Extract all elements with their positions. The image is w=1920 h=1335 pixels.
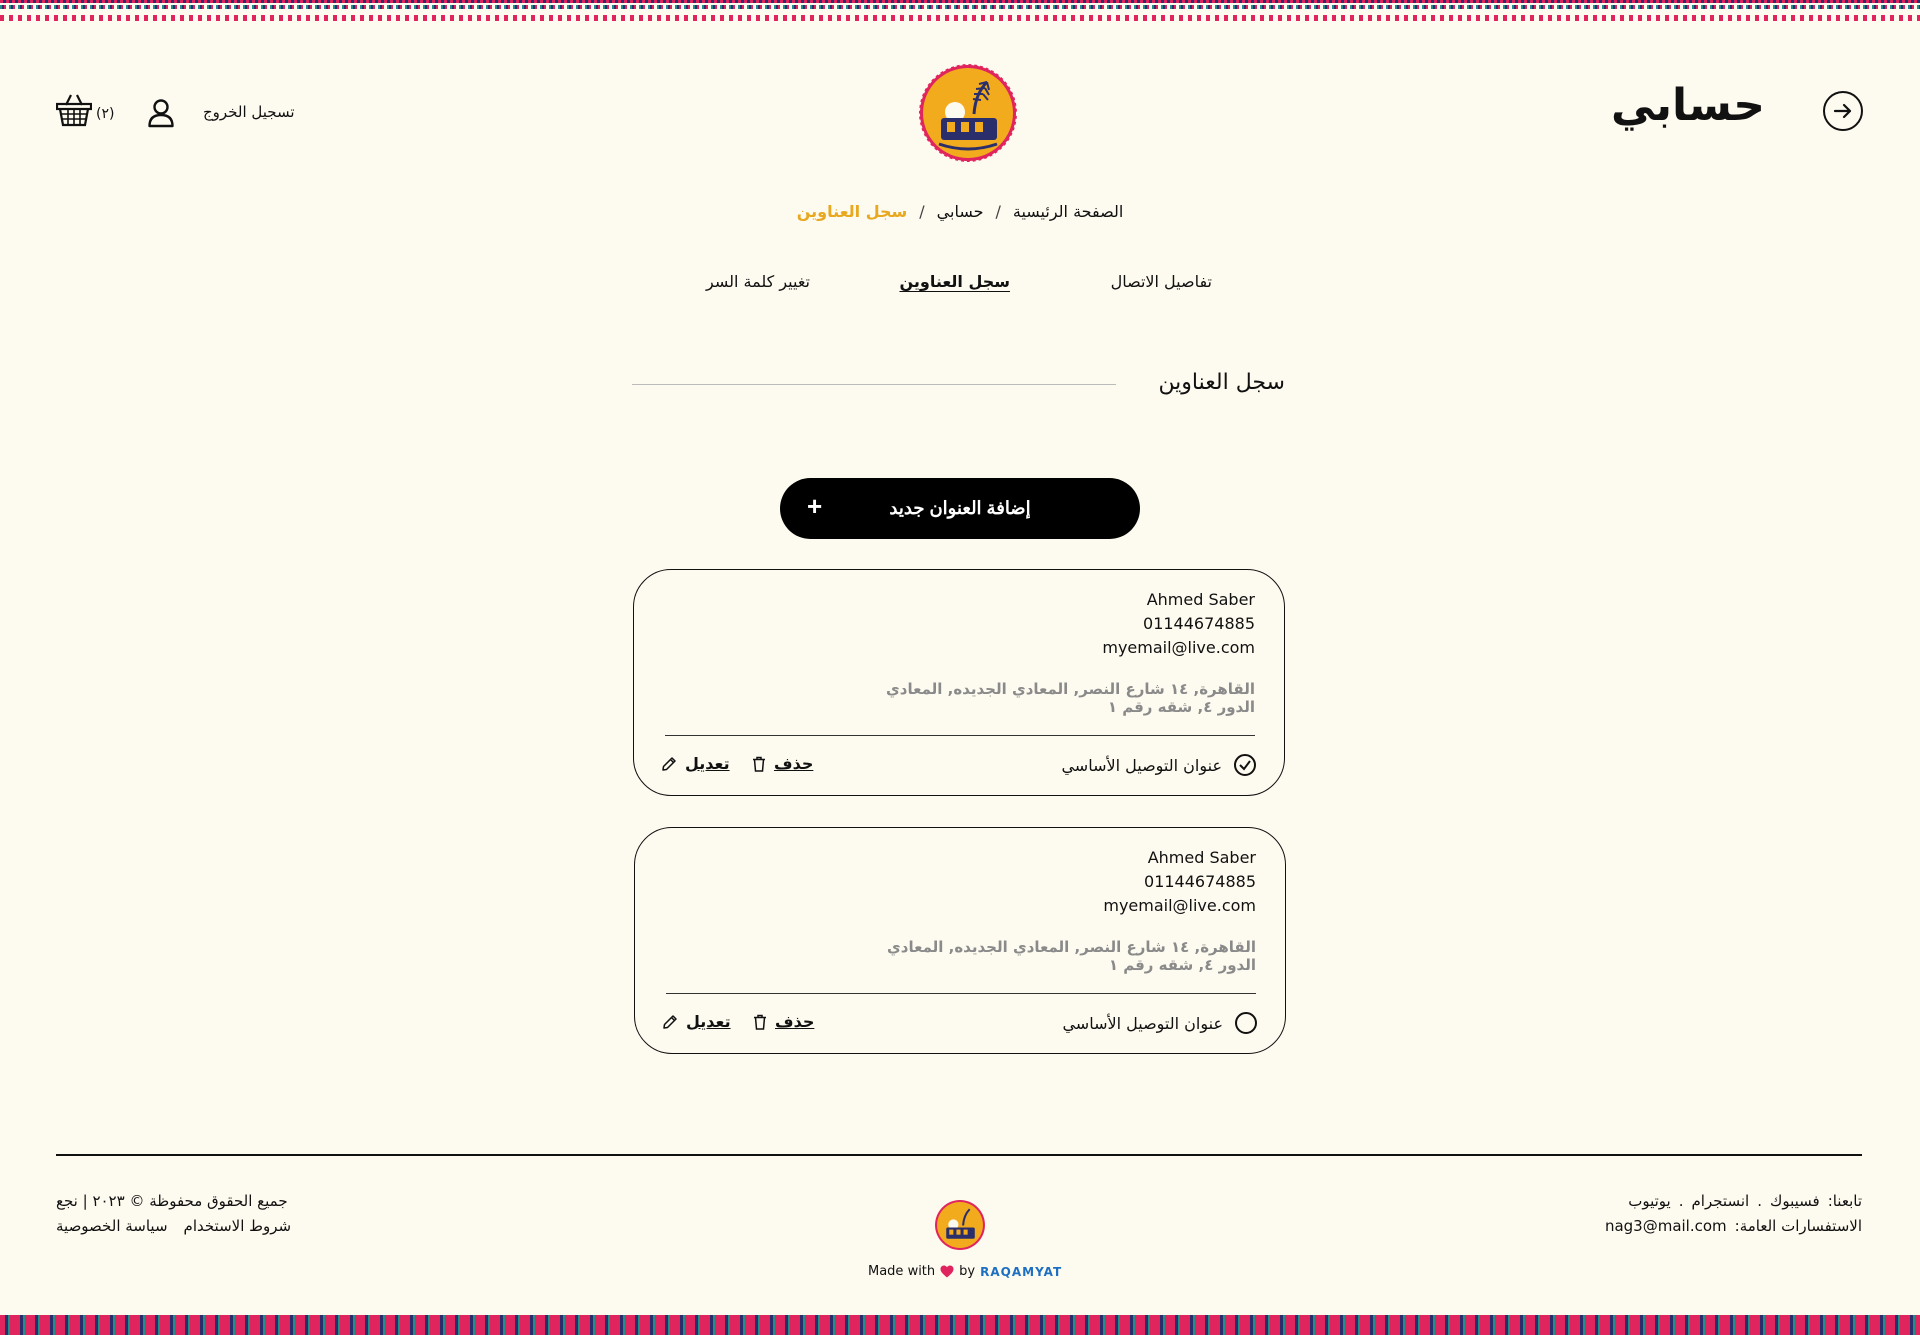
contact-email-link[interactable]: nag3@mail.com (1604, 1217, 1727, 1235)
card-divider (666, 993, 1256, 994)
trash-icon (752, 756, 766, 772)
by-label: by (959, 1264, 976, 1279)
edit-label: تعديل (685, 754, 730, 773)
policy-links (56, 1217, 291, 1235)
link-separator: . (1757, 1192, 1762, 1210)
edit-address-button[interactable] (661, 754, 730, 773)
basket-icon[interactable] (56, 93, 92, 131)
bottom-decorative-border (0, 1315, 1920, 1335)
plus-icon: + (807, 491, 823, 521)
card-divider (665, 735, 1255, 736)
inquiries-label: الاستفسارات العامة: (1734, 1217, 1862, 1235)
tab-change-password[interactable]: تغيير كلمة السر (706, 272, 810, 291)
address-line-2: الدور ٤, شقه رقم ١ (1108, 956, 1256, 974)
address-phone: 01144674885 (1144, 872, 1256, 891)
address-card (633, 569, 1285, 796)
edit-address-button[interactable] (662, 1012, 731, 1031)
made-with-credit (868, 1264, 1062, 1279)
cart-count: (٢) (96, 106, 115, 122)
address-email: myemail@live.com (1102, 638, 1255, 657)
delete-label: حذف (774, 754, 814, 773)
raqamyat-link[interactable]: RAQAMYAT (980, 1264, 1063, 1279)
copyright-text: جميع الحقوق محفوظة © ٢٠٢٣ | نجع (56, 1192, 288, 1210)
youtube-link[interactable]: يوتيوب (1628, 1192, 1671, 1210)
pencil-icon (662, 1014, 678, 1030)
add-address-button[interactable] (780, 478, 1140, 539)
address-line-2: الدور ٤, شقه رقم ١ (1107, 698, 1255, 716)
brand-logo[interactable] (917, 62, 1019, 164)
footer-logo[interactable] (934, 1199, 986, 1251)
default-address-label: عنوان التوصيل الأساسي (1061, 755, 1222, 775)
logout-link[interactable]: تسجيل الخروج (203, 103, 295, 121)
heart-icon (940, 1265, 954, 1278)
address-name: Ahmed Saber (1146, 590, 1255, 609)
made-with-label: Made with (868, 1264, 936, 1279)
link-separator: . (1678, 1192, 1684, 1210)
default-address-label: عنوان التوصيل الأساسي (1062, 1013, 1223, 1033)
page-title: حسابي (1610, 80, 1765, 131)
trash-icon (753, 1014, 767, 1030)
address-line-1: القاهرة, ١٤ شارع النصر, المعادي الجديده, المعادي (886, 680, 1255, 698)
delete-label: حذف (775, 1012, 815, 1031)
tab-contact-details[interactable]: تفاصيل الاتصال (1110, 272, 1212, 291)
pencil-icon (661, 756, 677, 772)
address-line-1: القاهرة, ١٤ شارع النصر, المعادي الجديده, المعادي (887, 938, 1256, 956)
arrow-right-icon (1831, 99, 1855, 123)
facebook-link[interactable]: فسيبوك (1769, 1192, 1820, 1210)
breadcrumb-account[interactable]: حسابي (936, 202, 984, 221)
instagram-link[interactable]: انستجرام (1691, 1192, 1750, 1210)
address-name: Ahmed Saber (1147, 848, 1256, 867)
delete-address-button[interactable] (752, 754, 813, 773)
terms-link[interactable]: شروط الاستخدام (183, 1217, 292, 1235)
breadcrumb-current: سجل العناوين (796, 202, 908, 221)
delete-address-button[interactable] (753, 1012, 814, 1031)
contact-info (1605, 1217, 1862, 1235)
top-decorative-border (0, 0, 1920, 22)
breadcrumb-separator: / (995, 202, 1001, 221)
check-circle-icon[interactable] (1234, 754, 1256, 776)
section-divider (632, 384, 1116, 385)
privacy-link[interactable]: سياسة الخصوصية (56, 1217, 168, 1235)
edit-label: تعديل (686, 1012, 731, 1031)
address-card (634, 827, 1286, 1054)
back-button[interactable] (1823, 91, 1863, 131)
user-icon[interactable] (147, 98, 175, 132)
tab-address-book[interactable]: سجل العناوين (899, 272, 1010, 291)
default-address-toggle[interactable] (1062, 1012, 1257, 1034)
address-phone: 01144674885 (1143, 614, 1255, 633)
address-email: myemail@live.com (1103, 896, 1256, 915)
default-address-toggle[interactable] (1061, 754, 1256, 776)
breadcrumb (0, 202, 1920, 221)
footer-divider (56, 1154, 1862, 1156)
logo-icon (917, 62, 1019, 164)
section-title: سجل العناوين (1158, 370, 1285, 395)
add-address-label: إضافة العنوان جديد (889, 498, 1031, 518)
breadcrumb-separator: / (919, 202, 925, 221)
logo-icon (934, 1199, 986, 1251)
breadcrumb-home[interactable]: الصفحة الرئيسية (1012, 202, 1124, 221)
social-links (1628, 1192, 1862, 1210)
radio-empty-icon[interactable] (1235, 1012, 1257, 1034)
follow-label: تابعنا: (1827, 1192, 1862, 1210)
